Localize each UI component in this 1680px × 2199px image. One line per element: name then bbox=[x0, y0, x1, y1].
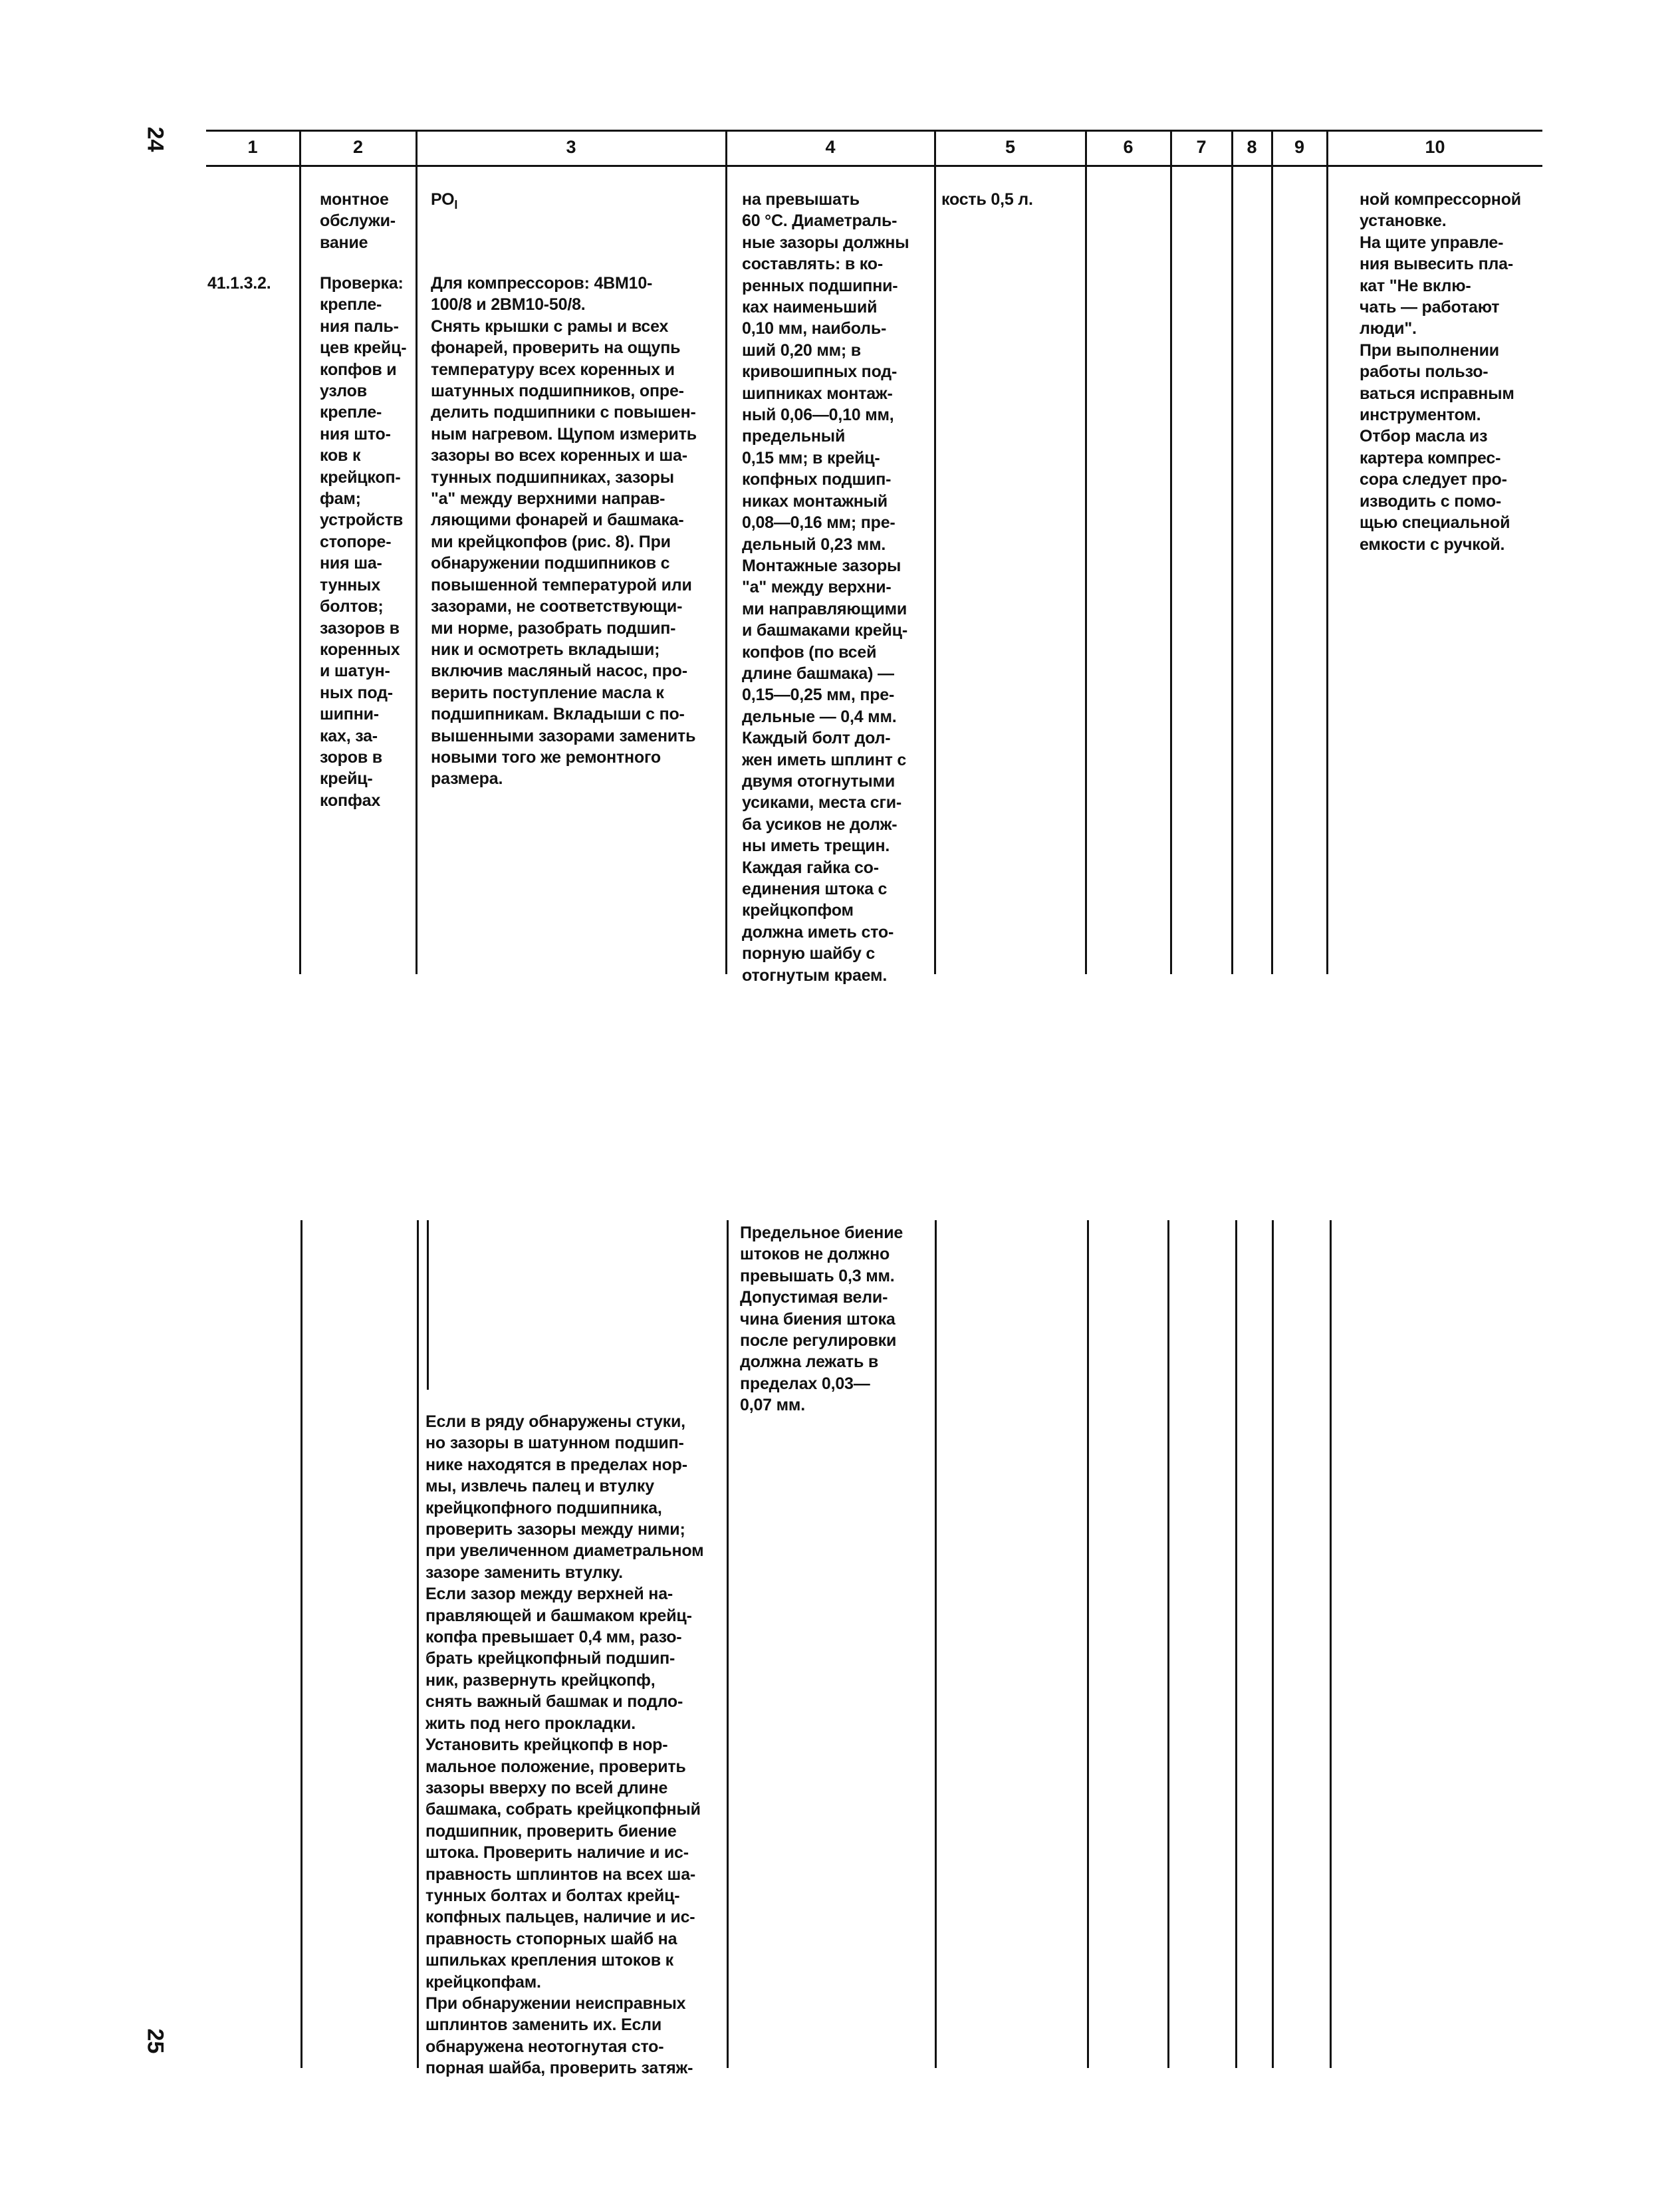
bottom-col-divider-1-2 bbox=[300, 1220, 302, 2068]
work-name-check: Проверка: крепле- ния паль- цев крейц- копфов и узлов крепле- ния што- ков к крейцкоп- фам; устройств стопоре- ния ша- тунных болтов; зазоров в коренных и шатун- ных под- шипни- ках, за- зоров в крейц- копфах bbox=[320, 274, 407, 810]
column-header-4: 4 bbox=[825, 137, 836, 157]
col-divider-9-10 bbox=[1326, 130, 1328, 974]
executor-code-main: РО bbox=[431, 190, 455, 209]
bottom-col-divider-2-3-upper bbox=[417, 1220, 419, 2068]
col-divider-5-6 bbox=[1085, 130, 1087, 974]
procedure-description: Для компрессоров: 4ВМ10- 100/8 и 2ВМ10-50/8. Снять крышки с рамы и всех фонарей, проверить на ощупь температуру всех коренных и шатунных подшипников, опре- делить подшипники с повышен- ным нагревом. Щупом измерить зазоры во всех коренных и ша- тунных подшипниках, зазоры "а" между верхними направ- ляющими фонарей и башмака- ми крейцкопфов (рис. 8). При обнаружении подшипников с повышенной температурой или зазорами, не соответствующи- ми норме, разобрать подшип- ник и осмотреть вкладыши; включив масляный насос, про- верить поступление масла к подшипникам. Вкладыши с по- вышенными зазорами заменить новыми того же ремонтного размера. bbox=[431, 274, 697, 789]
bottom-col-divider-6-7 bbox=[1167, 1220, 1169, 2068]
column-header-5: 5 bbox=[1005, 137, 1016, 157]
column-header-1: 1 bbox=[247, 137, 258, 157]
header-top-rule bbox=[206, 130, 1542, 132]
page-number-left: 24 bbox=[142, 126, 168, 152]
column-header-8: 8 bbox=[1247, 137, 1257, 157]
column-header-3: 3 bbox=[566, 137, 576, 157]
technical-requirements: на превышать 60 °С. Диаметраль- ные зазоры должны составлять: в ко- ренных подшипни- ках наименьший 0,10 мм, наиболь- ший 0,20 мм; в кривошипных под- шипниках монтаж- ный 0,06—0,10 мм, предельный 0,15 мм; в крейц- копфных подшип- никах монтажный 0,08—0,16 мм; пре- дельный 0,23 мм. Монтажные зазоры "а" между верхни- ми направляющими и башмаками крейц- копфов (по всей длине башмака) — 0,15—0,25 мм, пре- дельные — 0,4 мм. Каждый болт дол- жен иметь шплинт с двумя отогнутыми усиками, места сги- ба усиков не долж- ны иметь трещин. Каждая гайка со- единения штока с крейцкопфом должна иметь сто- порную шайбу с отогнутым краем. bbox=[742, 190, 909, 985]
column-header-6: 6 bbox=[1123, 137, 1134, 157]
column-header-2: 2 bbox=[352, 137, 364, 157]
page-number-right: 25 bbox=[142, 2028, 168, 2054]
safety-notes: ной компрессорной установке. На щите управле- ния вывесить пла- кат "Не вклю- чать — работают люди". При выполнении работы пользо- ваться исправным инструментом. Отбор масла из картера компрес- сора следует про- изводить с помо- щью специальной емкости с ручкой. bbox=[1360, 190, 1521, 554]
bottom-col-divider-5-6 bbox=[1087, 1220, 1089, 2068]
bottom-col-divider-9-10 bbox=[1330, 1220, 1332, 2068]
item-number: 41.1.3.2. bbox=[207, 274, 271, 293]
bottom-col-divider-7-8 bbox=[1235, 1220, 1237, 2068]
procedure-continued: Если в ряду обнаружены стуки, но зазоры в шатунном подшип- нике находятся в пределах нор- мы, извлечь палец и втулку крейцкопфного подшипника, проверить зазоры между ними; при увеличенном диаметральном зазоре заменить втулку. Если зазор между верхней на- правляющей и башмаком крейц- копфа превышает 0,4 мм, разо- брать крейцкопфный подшип- ник, развернуть крейцкопф, снять важный башмак и подло- жить под него прокладки. Установить крейцкопф в нор- мальное положение, проверить зазоры вверху по всей длине башмака, собрать крейцкопфный подшипник, проверить биение штока. Проверить наличие и ис- правность шплинтов на всех ша- тунных болтах и болтах крейц- копфных пальцев, наличие и ис- правность стопорных шайб на шпильках крепления штоков к крейцкопфам. При обнаружении неисправных шплинтов заменить их. Если обнаружена неотогнутая сто- порная шайба, проверить затяж- bbox=[425, 1412, 704, 2078]
column-header-9: 9 bbox=[1294, 137, 1305, 157]
executor-code bbox=[431, 189, 511, 210]
column-header-10: 10 bbox=[1425, 137, 1445, 157]
col-divider-6-7 bbox=[1170, 130, 1172, 974]
col-divider-8-9 bbox=[1271, 130, 1273, 974]
column-header-7: 7 bbox=[1196, 137, 1207, 157]
bottom-col-divider-8-9 bbox=[1272, 1220, 1274, 2068]
col-divider-7-8 bbox=[1231, 130, 1233, 974]
executor-code-subscript: I bbox=[454, 198, 458, 211]
runout-requirements: Предельное биение штоков не должно превышать 0,3 мм. Допустимая вели- чина биения штока после регулировки должна лежать в пределах 0,03— 0,07 мм. bbox=[740, 1224, 903, 1415]
work-name-continued: монтное обслужи- вание bbox=[320, 190, 396, 252]
materials-note: кость 0,5 л. bbox=[941, 190, 1033, 209]
col-divider-1-2 bbox=[299, 130, 301, 974]
bottom-col-divider-2-3-inner bbox=[427, 1220, 429, 1390]
header-bottom-rule bbox=[206, 165, 1542, 167]
